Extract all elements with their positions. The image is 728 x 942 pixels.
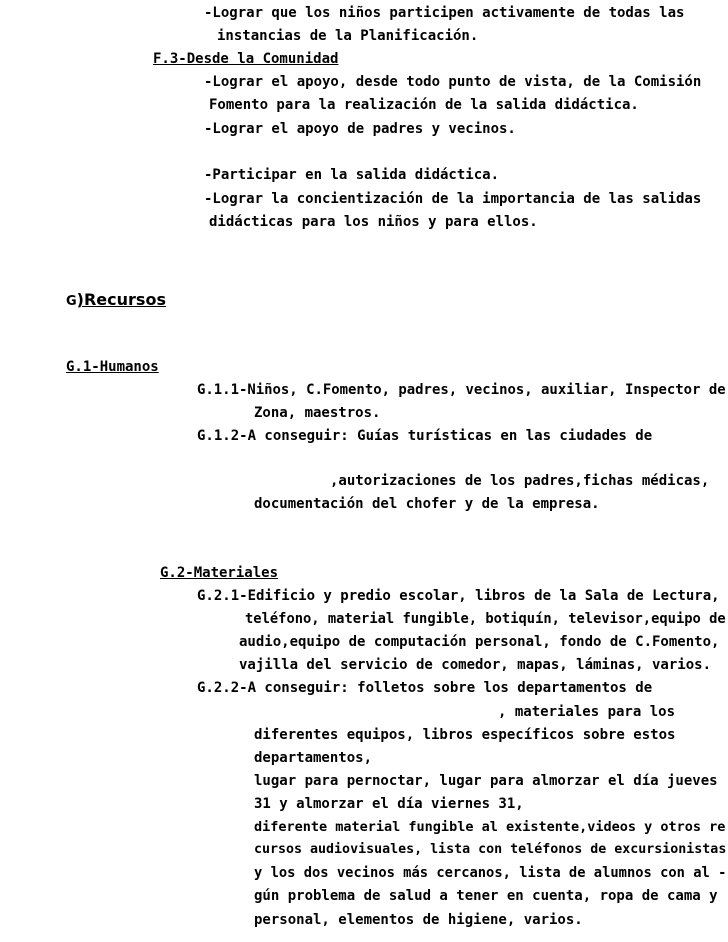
g2-heading: G.2-Materiales xyxy=(160,565,279,581)
g2-line-3: audio,equipo de computación personal, fondo de C.Fomento, xyxy=(239,634,720,650)
g2-line-13: y los dos vecinos más cercanos, lista de alumnos con al - xyxy=(254,865,727,881)
f3-heading: F.3-Desde la Comunidad xyxy=(153,51,339,67)
g2-line-6: , materiales para los xyxy=(498,704,676,720)
f3-line-5: -Lograr la concientización de la importancia de las salidas xyxy=(204,191,702,207)
section-g-heading xyxy=(66,291,166,311)
g2-line-14: gún problema de salud a tener en cuenta, ropa de cama y xyxy=(254,888,718,904)
g2-line-8: departamentos, xyxy=(254,750,373,766)
f3-line-6: didácticas para los niños y para ellos. xyxy=(209,214,538,230)
g2-line-7: diferentes equipos, libros específicos sobre estos xyxy=(254,727,676,743)
f3-line-1: -Lograr el apoyo, desde todo punto de vista, de la Comisión xyxy=(204,74,702,90)
g2-line-1: G.2.1-Edificio y predio escolar, libros de la Sala de Lectura, xyxy=(197,588,720,604)
f3-line-2: Fomento para la realización de la salida didáctica. xyxy=(209,97,639,113)
f2-line-2: instancias de la Planificación. xyxy=(217,28,479,44)
g1-line-3: G.1.2-A conseguir: Guías turísticas en las ciudades de xyxy=(197,428,653,444)
f3-line-4: -Participar en la salida didáctica. xyxy=(204,167,500,183)
g2-line-10: 31 y almorzar el día viernes 31, xyxy=(254,796,524,812)
g2-line-15: personal, elementos de higiene, varios. xyxy=(254,912,583,928)
g1-line-1: G.1.1-Niños, C.Fomento, padres, vecinos, auxiliar, Inspector de xyxy=(197,382,726,398)
g2-line-12: cursos audiovisuales, lista con teléfonos de excursionistas xyxy=(254,842,727,857)
g2-line-2: teléfono, material fungible, botiquín, televisor,equipo de xyxy=(245,611,726,627)
g2-line-4: vajilla del servicio de comedor, mapas, láminas, varios. xyxy=(239,657,712,673)
g1-line-5: documentación del chofer y de la empresa. xyxy=(254,496,600,512)
g2-line-5: G.2.2-A conseguir: folletos sobre los departamentos de xyxy=(197,680,653,696)
g2-line-9: lugar para pernoctar, lugar para almorzar el día jueves xyxy=(254,773,718,789)
g1-heading: G.1-Humanos xyxy=(66,359,159,375)
g2-line-11: diferente material fungible al existente,videos y otros re xyxy=(254,819,726,835)
f3-line-3: -Lograr el apoyo de padres y vecinos. xyxy=(204,121,516,137)
g1-line-2: Zona, maestros. xyxy=(254,405,381,421)
section-g-letter: G xyxy=(66,294,77,309)
g1-line-4: ,autorizaciones de los padres,fichas médicas, xyxy=(330,473,710,489)
section-g-title: )Recursos xyxy=(76,290,166,309)
f2-line-1: -Lograr que los niños participen activamente de todas las xyxy=(204,5,685,21)
